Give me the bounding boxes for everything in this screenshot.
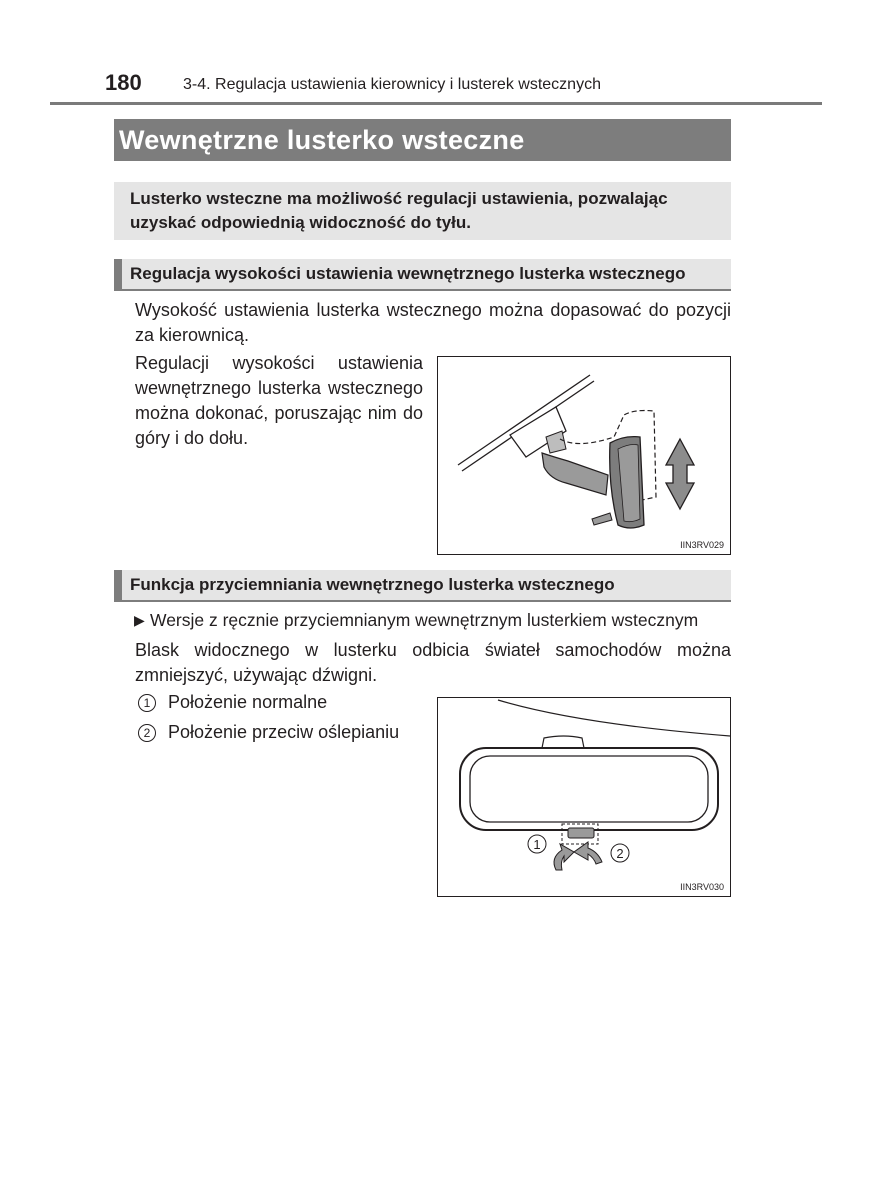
running-title: 3-4. Regulacja ustawienia kierownicy i lusterek wstecznych: [183, 76, 601, 93]
mirror-height-figure: [437, 356, 731, 555]
page-number: 180: [105, 70, 142, 95]
anti-glare-paragraph: Blask widocznego w lusterku odbicia świateł samochodów można zmniejszyć, używając dźwigni.: [135, 640, 731, 685]
anti-glare-illustration: [438, 698, 730, 896]
variant-text: Wersje z ręcznie przyciemnianym wewnętrznym lusterkiem wstecznym: [150, 610, 699, 630]
item-number: 2: [138, 724, 156, 742]
figure-code: IIN3RV030: [680, 882, 724, 892]
height-paragraph-1: Wysokość ustawienia lusterka wstecznego można dopasować do pozycji za kierownicą.: [135, 300, 731, 345]
callout-2: 2: [616, 846, 624, 861]
callout-1: 1: [533, 837, 541, 852]
intro-box: Lusterko wsteczne ma możliwość regulacji ustawienia, pozwalając uzyskać odpowiednią widoczność do tyłu.: [114, 182, 731, 240]
section-title: Wewnętrzne lusterko wsteczne: [114, 119, 731, 161]
list-item: [138, 690, 327, 715]
header-rule: [50, 102, 822, 105]
triangle-bullet-icon: ▶: [134, 612, 145, 628]
item-number: 1: [138, 694, 156, 712]
anti-glare-heading: Funkcja przyciemniania wewnętrznego lusterka wstecznego: [114, 570, 731, 602]
anti-glare-figure: [437, 697, 731, 897]
item-text: Położenie przeciw oślepianiu: [168, 722, 400, 742]
variant-line: [134, 608, 731, 633]
list-item: [138, 720, 399, 745]
item-text: Położenie normalne: [168, 692, 328, 712]
figure-code: IIN3RV029: [680, 540, 724, 550]
height-paragraph-2: Regulacji wysokości ustawienia wewnętrznego lusterka wstecznego można dokonać, poruszając nim do góry i do dołu.: [135, 353, 423, 448]
mirror-height-illustration: [438, 357, 730, 554]
height-adjustment-heading: Regulacja wysokości ustawienia wewnętrznego lusterka wstecznego: [114, 259, 731, 291]
